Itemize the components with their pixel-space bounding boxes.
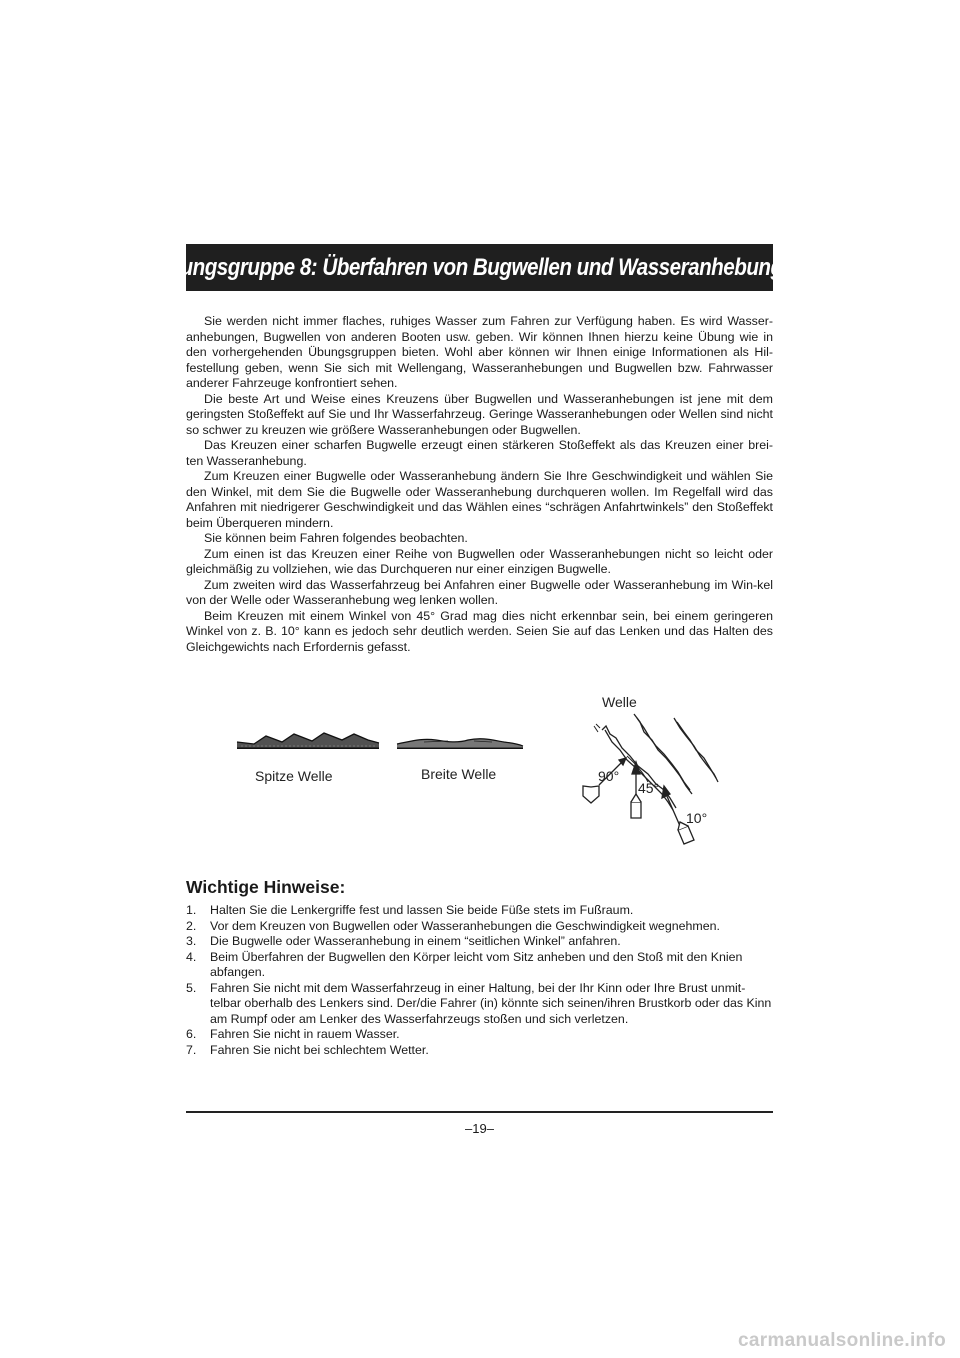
angle-10-label: 10° bbox=[686, 810, 708, 826]
footer-rule bbox=[186, 1111, 773, 1113]
list-item-number: 3. bbox=[186, 934, 197, 948]
paragraph: Die beste Art und Weise eines Kreuzens über Bugwellen und Wasseranhebungen ist jene mit dem geringsten Stoßeffekt auf Sie und Ihr Wasserfahrzeug. Geringe Wasseranhebungen oder Wellen sind nicht so schwer zu kreuzen wie größere Wasseranhebungen oder Bugwellen. bbox=[186, 391, 773, 437]
wave-label: Welle bbox=[602, 694, 637, 710]
sharp-wave-drawing bbox=[237, 733, 379, 748]
list-item bbox=[186, 1027, 773, 1043]
watermark: carmanualsonline.info bbox=[738, 1330, 946, 1351]
body-text bbox=[186, 314, 773, 655]
paragraph: Beim Kreuzen mit einem Winkel von 45° Grad mag dies nicht erkennbar sein, bei einem geringeren Winkel von z. B. 10° kann es jedoch sehr deutlich werden. Seien Sie auf das Lenken und das Halten des Gleichgewichts nach Erfordernis gefasst. bbox=[186, 608, 773, 654]
list-item-text: Die Bugwelle oder Wasseranhebung in einem “seitlichen Winkel” anfahren. bbox=[210, 934, 621, 948]
paragraph: Das Kreuzen einer scharfen Bugwelle erzeugt einen stärkeren Stoßeffekt als das Kreuzen einer brei-ten Wasseranhebung. bbox=[186, 438, 773, 468]
angle-45-label: 45° bbox=[638, 780, 660, 796]
paragraph: Sie können beim Fahren folgendes beobachten. bbox=[204, 531, 468, 545]
paragraph: Sie werden nicht immer flaches, ruhiges Wasser zum Fahren zur Verfügung haben. Es wird Wasser-anhebungen, Bugwellen von anderen Booten usw. geben. Wir können Ihnen hierzu keine Übung wie in den vorhergehenden Übungsgruppen bieten. Wohl aber können wir Ihnen einige Informationen als Hil-festellung geben, wenn Sie sich mit Wellengang, Wasseranhebungen und Bugwellen bzw. Fahrwasser anderer Fahrzeuge konfrontiert sehen. bbox=[186, 314, 773, 390]
list-item-text: Fahren Sie nicht bei schlechtem Wetter. bbox=[210, 1042, 429, 1057]
list-item-number: 4. bbox=[186, 949, 197, 964]
notes-list bbox=[186, 903, 773, 1058]
list-item-text: Beim Überfahren der Bugwellen den Körper leicht vom Sitz anheben und den Stoß mit den Knien abfangen. bbox=[210, 949, 743, 979]
list-item bbox=[186, 934, 773, 950]
list-item bbox=[186, 981, 773, 1028]
paragraph: Zum zweiten wird das Wasserfahrzeug bei Anfahren einer Bugwelle oder Wasseranhebung im Win-kel von der Welle oder Wasseranhebung weg lenken wollen. bbox=[186, 577, 773, 607]
list-item-number: 7. bbox=[186, 1042, 197, 1057]
sharp-wave-label: Spitze Welle bbox=[255, 768, 333, 784]
list-item-text: Vor dem Kreuzen von Bugwellen oder Wasseranhebungen die Geschwindigkeit wegnehmen. bbox=[210, 918, 720, 933]
list-item-text: Halten Sie die Lenkergriffe fest und lassen Sie beide Füße stets im Fußraum. bbox=[210, 903, 634, 917]
title-bar bbox=[153, 244, 806, 291]
list-item-number: 1. bbox=[186, 903, 197, 917]
angle-90-label: 90° bbox=[598, 768, 620, 784]
list-item-number: 6. bbox=[186, 1027, 197, 1041]
list-item bbox=[186, 903, 773, 919]
wave-crossing-figure bbox=[186, 690, 773, 860]
page-number: –19– bbox=[465, 1121, 494, 1136]
paragraph: Zum einen ist das Kreuzen einer Reihe von Bugwellen oder Wasseranhebungen nicht so leicht oder gleichmäßig zu vollziehen, wie das Durchqueren nur einer einzigen Bugwelle. bbox=[186, 546, 773, 576]
list-item-number: 2. bbox=[186, 918, 197, 933]
list-item-text: Fahren Sie nicht mit dem Wasserfahrzeug in einer Haltung, bei der Ihr Kinn oder Ihre Brust unmit-telbar oberhalb des Lenkers sind. Der/die Fahrer (in) könnte sich seinen/ihren Brustkorb oder das Kinn am Rumpf oder am Lenker des Wasserfahrzeugs stoßen und sich verletzen. bbox=[210, 980, 772, 1026]
list-item-number: 5. bbox=[186, 980, 197, 995]
list-item-text: Fahren Sie nicht in rauem Wasser. bbox=[210, 1027, 400, 1041]
list-item bbox=[186, 950, 773, 981]
notes-heading: Wichtige Hinweise: bbox=[186, 877, 346, 897]
list-item bbox=[186, 1043, 773, 1059]
broad-wave-drawing bbox=[397, 739, 523, 748]
broad-wave-label: Breite Welle bbox=[421, 766, 497, 782]
list-item bbox=[186, 919, 773, 935]
page-title: Übungsgruppe 8: Überfahren von Bugwellen und Wasseranhebungen bbox=[153, 253, 806, 281]
paragraph: Zum Kreuzen einer Bugwelle oder Wasseranhebung ändern Sie Ihre Geschwindigkeit und wählen Sie den Winkel, mit dem Sie die Bugwelle oder Wasseranhebung durchqueren wollen. Im Regelfall wird das Anfahren mit niedrigerer Geschwindigkeit und das Wählen eines “schrägen Anfahrtwinkels” den Stoßeffekt beim Überqueren mindern. bbox=[186, 469, 773, 530]
